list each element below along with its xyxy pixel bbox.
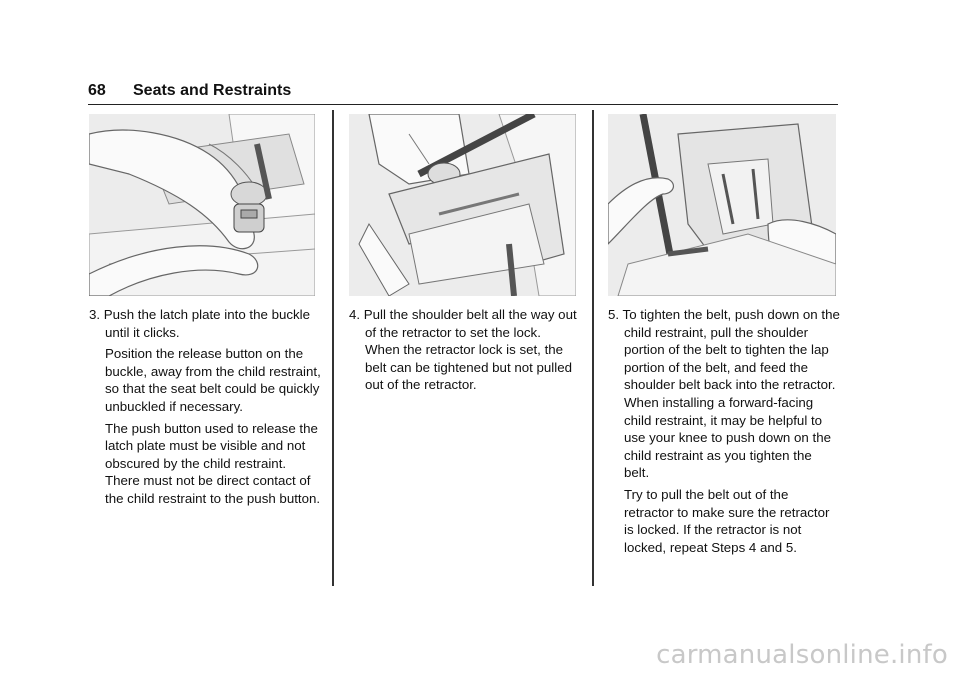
paragraph: The push button used to release the latch plate must be visible and not obscured by the child restraint. There must not be direct contact of the child restraint to the push button. bbox=[105, 420, 321, 506]
column-divider bbox=[332, 110, 334, 586]
paragraph: Try to pull the belt out of the retractor to make sure the retractor is locked. If the retractor is not locked, repeat Steps 4 and 5. bbox=[624, 486, 830, 555]
column-divider bbox=[592, 110, 594, 586]
column-step-5 bbox=[608, 306, 840, 556]
latch-plate-illustration bbox=[89, 114, 315, 296]
watermark: carmanualsonline.info bbox=[656, 640, 948, 670]
step-text: 4. Pull the shoulder belt all the way out of the retractor to set the lock. When the retractor lock is set, the belt can be tightened but not pulled out of the retractor. bbox=[349, 307, 577, 393]
column-step-4 bbox=[349, 306, 579, 394]
page-header bbox=[88, 80, 838, 105]
column-step-3 bbox=[89, 306, 321, 508]
step-text: 3. Push the latch plate into the buckle until it clicks. bbox=[89, 307, 311, 340]
paragraph: Position the release button on the buckle, away from the child restraint, so that the seat belt could be quickly unbuckled if necessary. bbox=[105, 346, 321, 414]
tighten-belt-illustration bbox=[608, 114, 836, 296]
section-title: Seats and Restraints bbox=[133, 82, 292, 99]
shoulder-belt-illustration bbox=[349, 114, 576, 296]
page-number: 68 bbox=[88, 82, 106, 99]
step-text: 5. To tighten the belt, push down on the child restraint, pull the shoulder portion of the belt to tighten the lap portion of the belt, and feed the shoulder belt back into the retractor. When installing a forward-facing child restraint, it may be helpful to use your knee to push down on the child restraint as you tighten the belt. bbox=[608, 307, 840, 481]
